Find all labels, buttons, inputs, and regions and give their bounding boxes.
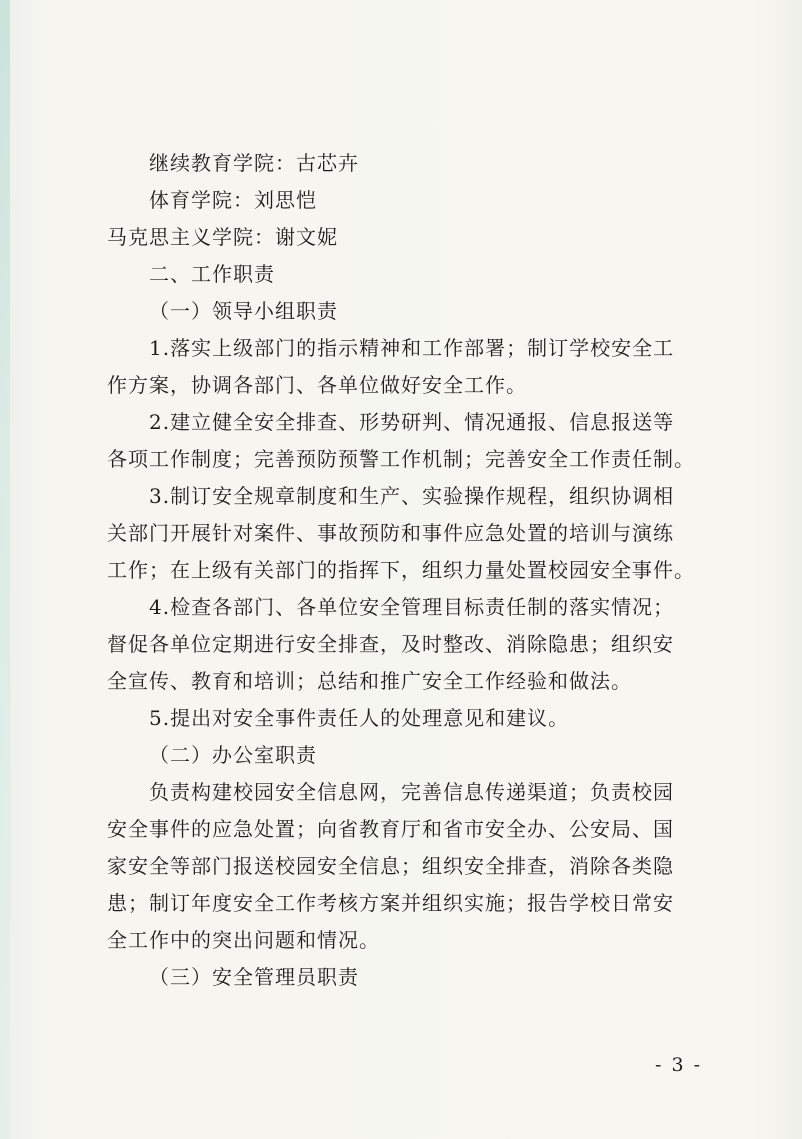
- section-heading-duties: 二、工作职责: [149, 262, 275, 286]
- page-number: - 3 -: [655, 1054, 703, 1076]
- paragraph-line: 4.检查各部门、各单位安全管理目标责任制的落实情况；: [149, 595, 675, 619]
- paragraph-line: 关部门开展针对案件、事故预防和事件应急处置的培训与演练: [107, 521, 674, 545]
- list-item-pe-college: 体育学院：刘思恺: [149, 188, 317, 212]
- paragraph-line: 家安全等部门报送校园安全信息；组织安全排查，消除各类隐: [107, 854, 674, 878]
- paragraph-line: 3.制订安全规章制度和生产、实验操作规程，组织协调相: [149, 484, 675, 508]
- paragraph-line: 5.提出对安全事件责任人的处理意见和建议。: [149, 706, 570, 730]
- paragraph-line: 督促各单位定期进行安全排查，及时整改、消除隐患；组织安: [107, 632, 674, 656]
- subheading-safety-officer: （三）安全管理员职责: [149, 965, 359, 989]
- subheading-leadership-group: （一）领导小组职责: [149, 299, 338, 323]
- paragraph-line: 各项工作制度；完善预防预警工作机制；完善安全工作责任制。: [107, 447, 695, 471]
- paragraph-line: 全宣传、教育和培训；总结和推广安全工作经验和做法。: [107, 669, 632, 693]
- paragraph-line: 患；制订年度安全工作考核方案并组织实施；报告学校日常安: [107, 891, 674, 915]
- scan-edge: [0, 0, 10, 1139]
- paragraph-line: 2.建立健全安全排查、形势研判、情况通报、信息报送等: [149, 410, 675, 434]
- paragraph-line: 全工作中的突出问题和情况。: [107, 928, 380, 952]
- paragraph-line: 工作；在上级有关部门的指挥下，组织力量处置校园安全事件。: [107, 558, 695, 582]
- paragraph-line: 负责构建校园安全信息网，完善信息传递渠道；负责校园: [149, 780, 674, 804]
- subheading-office: （二）办公室职责: [149, 743, 317, 767]
- list-item-marxism-college: 马克思主义学院：谢文妮: [107, 225, 338, 249]
- paragraph-line: 作方案，协调各部门、各单位做好安全工作。: [107, 373, 527, 397]
- paragraph-line: 安全事件的应急处置；向省教育厅和省市安全办、公安局、国: [107, 817, 674, 841]
- document-body: [107, 145, 719, 996]
- list-item-continuing-education: 继续教育学院：古芯卉: [149, 151, 359, 175]
- paragraph-line: 1.落实上级部门的指示精神和工作部署；制订学校安全工: [149, 336, 675, 360]
